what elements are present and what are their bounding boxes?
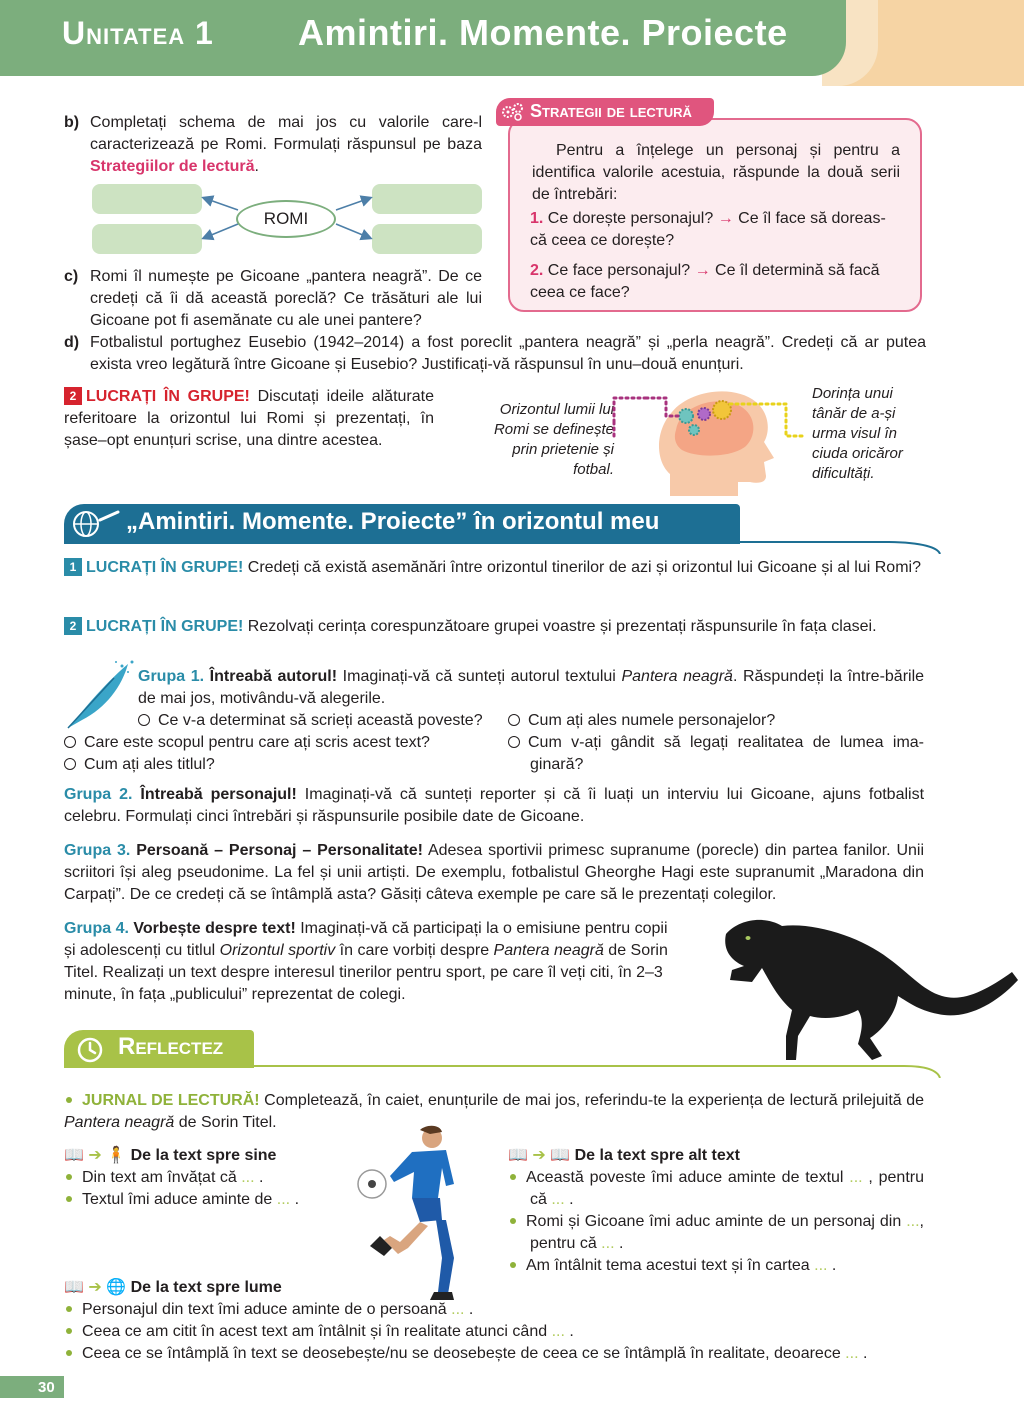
other-text-item: Romi și Gicoane îmi aduc aminte de un personaj din ..., pentru că ... . — [508, 1211, 924, 1255]
globe-icon: 🌐 — [106, 1279, 127, 1296]
unit-label: Unitatea 1 — [62, 15, 214, 51]
self-item: Textul îmi aduce aminte de ... . — [64, 1189, 299, 1211]
feather-icon — [62, 656, 136, 732]
page-number: 30 — [38, 1379, 55, 1396]
strategy-intro: Pentru a înțelege un personaj și pentru a identifica valorile acestuia, răspunde la două serii de întrebări: — [532, 142, 900, 203]
bullet-dot — [66, 1328, 72, 1334]
section-task-1: 1 LUCRAȚI ÎN GRUPE! Credeți că există asemănări între orizontul tinerilor de azi și orizontul lui Gicoane și al lui Romi? — [64, 557, 924, 579]
exercise-d-text: Fotbalistul portughez Eusebio (1942–2014) a fost poreclit „pantera neagră” și „perla neagră”. Credeți că ar putea exista vreo legătură între Gicoane și Eusebio? Justificați-vă răspunsul în unu–două enunțuri. — [90, 334, 926, 373]
world-item: Ceea ce se întâmplă în text se deosebește/nu se deosebește de ceea ce se întâmplă în realitate, deoarece ... . — [64, 1343, 867, 1365]
head-illustration — [610, 376, 820, 496]
globe-pen-icon — [70, 506, 122, 542]
group-1-question: Cum v-ați gândit să legați realitatea de lumea ima-ginară? — [508, 732, 924, 776]
exercise-c-letter: c) — [64, 268, 79, 285]
panther-illustration — [712, 910, 1024, 1070]
other-text-heading: 📖 ➔ 📖 De la text spre alt text — [508, 1147, 741, 1164]
arrow-right-icon: → — [717, 210, 734, 227]
arrow-right-icon: ➔ — [88, 1147, 102, 1164]
bullet-dot — [66, 1306, 72, 1312]
bullet-dot — [510, 1218, 516, 1224]
exercise-c-text: Romi îl numește pe Gicoane „pantera neagră”. De ce credeți că îi dă această poreclă? Ce trăsături ale lui Gicoane pot fi asemănate cu ale unei pantere? — [90, 268, 482, 329]
book-icon: 📖 — [508, 1147, 528, 1164]
bullet-dot — [510, 1174, 516, 1180]
page-title: Amintiri. Momente. Proiecte — [298, 12, 788, 53]
scheme-center-romi: ROMI — [236, 200, 336, 238]
self-item: Din text am învățat că ... . — [64, 1167, 263, 1189]
task-number-badge: 1 — [64, 558, 82, 576]
soccer-player-illustration — [350, 1124, 482, 1300]
soccer-ball-icon — [508, 736, 520, 748]
arrow-right-icon: ➔ — [532, 1147, 546, 1164]
section-underline — [64, 540, 944, 554]
exercise-b-text: Completați schema de mai jos cu valorile care-l caracterizează pe Romi. Formulați răspunsul pe baza Strategiilor de lectură. — [90, 114, 482, 175]
exercise-b-letter: b) — [64, 114, 80, 131]
strategy-title: Strategii de lectură — [530, 101, 692, 121]
book-icon: 📖 — [64, 1279, 84, 1296]
world-heading: 📖 ➔ 🌐 De la text spre lume — [64, 1279, 282, 1296]
strategy-question-1: 1. Ce dorește personajul? → Ce îl face să doreas-că ceea ce dorește? — [530, 210, 886, 249]
strategy-question-2: 2. Ce face personajul? → Ce îl determină să facă ceea ce face? — [530, 262, 880, 301]
section-title: „Amintiri. Momente. Proiecte” în orizontul meu — [126, 508, 660, 535]
group-3: Grupa 3. Persoană – Personaj – Personalitate! Adesea sportivii primesc supranume (porecle) din partea fanilor. Unii scriitori își aleg pseudonime. La fel și unii artiști. De exemplu, fotbalistul Gheorghe Hagi este supranumit „Maradona din Carpați”. De ce credeți că se întâmplă asta? Găsiți câteva exemple pe care să le prezentați colegilor. — [64, 842, 925, 903]
group-2: Grupa 2. Întreabă personajul! Imaginați-vă că sunteți reporter și că îi luați un interviu lui Gicoane, ajuns fotbalist celebru. Formulați cinci întrebări și răspunsurile posibile date de Gicoane. — [64, 786, 925, 825]
group-1-question: Cum ați ales numele personajelor? — [508, 710, 775, 732]
group-4: Grupa 4. Vorbește despre text! Imaginați-vă că participați la o emisiune pentru copii și adolescenți cu titlul Orizontul sportiv în care vorbiți despre Pantera neagră de Sorin Titel. Realizați un text despre interesul tinerilor pentru sport, pe care îl veți citi, în 2–3 minute, în fața „publicului” reprezentat de colegi. — [64, 920, 668, 1003]
bullet-dot — [66, 1174, 72, 1180]
bullet-dot — [510, 1262, 516, 1268]
gears-icon — [500, 102, 524, 122]
bullet-dot — [66, 1196, 72, 1202]
book-icon: 📖 — [550, 1147, 571, 1164]
reflect-title: Reflectez — [118, 1033, 224, 1060]
world-item: Personajul din text îmi aduce aminte de o persoană ... . — [64, 1299, 473, 1321]
book-icon: 📖 — [64, 1147, 84, 1164]
arrow-right-icon: ➔ — [88, 1279, 102, 1296]
task-number-badge: 2 — [64, 617, 82, 635]
self-heading: 📖 ➔ 🧍 De la text spre sine — [64, 1147, 277, 1164]
clock-icon — [74, 1034, 106, 1066]
other-text-item: Această poveste îmi aduce aminte de textul ... , pentru că ... . — [508, 1167, 924, 1211]
soccer-ball-icon — [138, 714, 150, 726]
arrow-right-icon: → — [694, 262, 711, 279]
reflect-underline — [64, 1064, 944, 1078]
world-item: Ceea ce am citit în acest text am întâlnit și în realitate atunci când ... . — [64, 1321, 574, 1343]
note-left: Orizontul lumii lui Romi se definește prin prietenie și fotbal. — [493, 401, 614, 478]
task-number-badge: 2 — [64, 387, 82, 405]
soccer-ball-icon — [64, 758, 76, 770]
section-task-2: 2 LUCRAȚI ÎN GRUPE! Rezolvați cerința corespunzătoare grupei voastre și prezentați răspunsurile în fața clasei. — [64, 616, 924, 638]
soccer-ball-icon — [64, 736, 76, 748]
strategy-link: Strategiilor de lectură — [90, 158, 255, 175]
bullet-dot — [66, 1350, 72, 1356]
journal-instruction: JURNAL DE LECTURĂ! Completează, în caiet, enunțurile de mai jos, referindu-te la experiența de lectură prilejuită de Pantera neagră de Sorin Titel. — [64, 1092, 925, 1131]
group-1-intro: Grupa 1. Întreabă autorul! Imaginați-vă că sunteți autorul textului Pantera neagră. Răspundeți la între-bările de mai jos, motivându-vă alegerile. — [138, 668, 925, 707]
task2-paragraph: 2 LUCRAȚI ÎN GRUPE! Discutați ideile alăturate referitoare la orizontul lui Romi și prezentați, în șase–opt enunțuri scrise, una dintre acestea. — [64, 388, 434, 449]
bullet-dot — [66, 1097, 72, 1103]
soccer-ball-icon — [508, 714, 520, 726]
group-1-question: Ce v-a determinat să scrieți această poveste? — [138, 710, 483, 732]
other-text-item: Am întâlnit tema acestui text și în cartea ... . — [508, 1255, 836, 1277]
group-1-question: Cum ați ales titlul? — [64, 754, 215, 776]
exercise-d-letter: d) — [64, 334, 80, 351]
person-icon: 🧍 — [106, 1147, 127, 1164]
group-1-question: Care este scopul pentru care ați scris acest text? — [64, 732, 430, 754]
note-right: Dorința unui tânăr de a-și urma visul în ciuda oricăror dificultăți. — [812, 385, 903, 482]
